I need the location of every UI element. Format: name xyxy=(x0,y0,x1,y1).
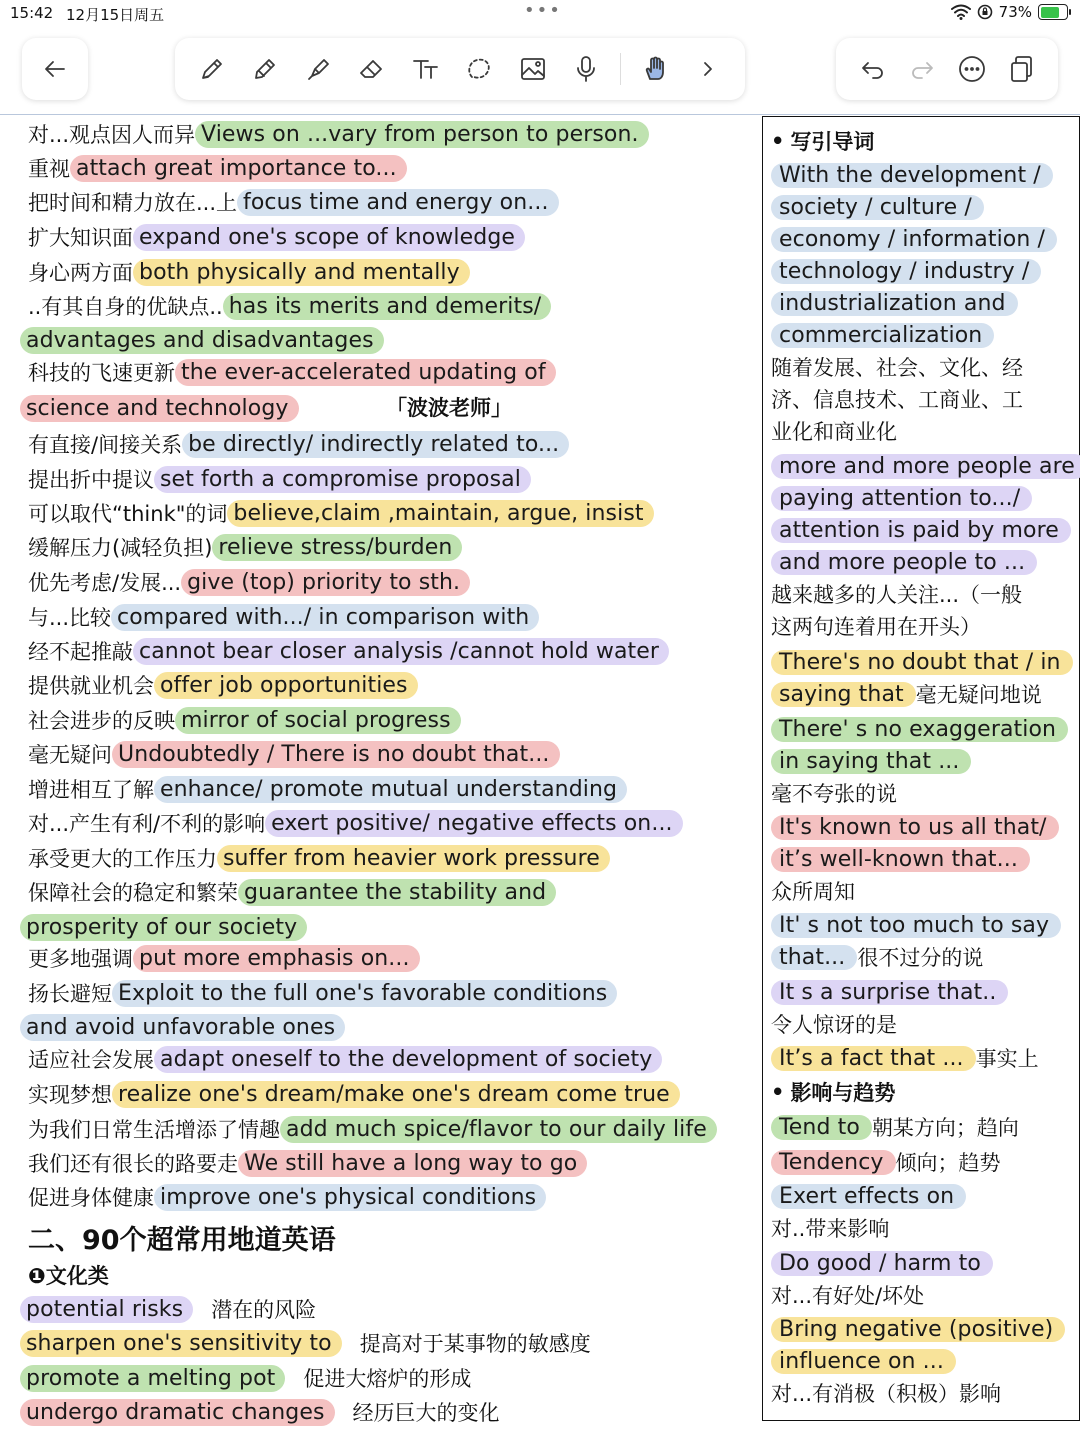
highlighted-phrase: put more emphasis on... xyxy=(133,945,420,972)
right-note-line xyxy=(771,383,1023,415)
right-note-line xyxy=(771,1076,895,1108)
highlighted-phrase: improve one's physical conditions xyxy=(154,1184,546,1211)
bullet-heading: 影响与趋势 xyxy=(790,1081,896,1105)
undo-icon[interactable] xyxy=(853,49,893,89)
note-line xyxy=(28,1112,717,1146)
battery-icon xyxy=(1038,4,1068,20)
right-note-line xyxy=(771,713,1068,745)
chinese-text: ..有其自身的优缺点.. xyxy=(28,295,223,319)
culture-phrase-line xyxy=(20,1361,471,1395)
right-note-line xyxy=(771,578,1022,610)
note-line xyxy=(20,391,299,425)
highlighted-phrase: prosperity of our society xyxy=(20,914,307,941)
highlighted-phrase: add much spice/flavor to our daily life xyxy=(280,1116,717,1143)
chinese-text: 缓解压力(减轻负担) xyxy=(28,536,213,560)
right-note-line xyxy=(771,610,981,642)
wifi-icon xyxy=(951,4,971,20)
highlighter-icon[interactable] xyxy=(299,49,339,89)
bullet-icon: • xyxy=(771,1080,785,1104)
note-line xyxy=(28,1042,662,1076)
highlighted-phrase: Tendency xyxy=(771,1150,896,1175)
section-title: 二、90个超常用地道英语 xyxy=(28,1224,336,1256)
chinese-text: 扬长避短 xyxy=(28,982,112,1006)
right-note-line xyxy=(771,159,1053,191)
note-line xyxy=(20,1010,345,1044)
right-note-line xyxy=(771,223,1057,255)
highlighted-phrase: paying attention to.../ xyxy=(771,486,1032,511)
highlighted-phrase: technology / industry / xyxy=(771,259,1041,284)
orientation-lock-icon xyxy=(977,4,993,20)
note-line xyxy=(28,462,531,496)
highlighted-phrase: It's known to us all that/ xyxy=(771,815,1059,840)
right-note-line xyxy=(771,1111,1019,1143)
highlighted-phrase: It’s a fact that ... xyxy=(771,1046,976,1071)
note-line xyxy=(28,496,654,530)
highlighted-phrase: enhance/ promote mutual understanding xyxy=(154,776,627,803)
note-line xyxy=(28,875,556,909)
highlighted-phrase: attention is paid by more xyxy=(771,518,1071,543)
note-line xyxy=(28,565,470,599)
highlighted-phrase: cannot bear closer analysis /cannot hold water xyxy=(133,638,669,665)
culture-phrase-line xyxy=(20,1395,500,1429)
right-note-line xyxy=(771,678,1042,710)
right-note-line xyxy=(771,941,983,973)
chinese-text: 有直接/间接关系 xyxy=(28,433,183,457)
chinese-text: 与...比较 xyxy=(28,606,112,630)
note-line xyxy=(28,530,462,564)
highlighted-phrase: mirror of social progress xyxy=(175,707,461,734)
highlighted-phrase: be directly/ indirectly related to... xyxy=(182,431,569,458)
right-note-line xyxy=(771,450,1080,482)
chinese-text: 令人惊讶的是 xyxy=(771,1013,897,1037)
chinese-text: 可以取代“think"的词 xyxy=(28,502,228,526)
note-line xyxy=(20,910,307,944)
highlighted-phrase: Tend to xyxy=(771,1115,872,1140)
chinese-text: 把时间和精力放在...上 xyxy=(28,191,238,215)
right-note-line xyxy=(771,1279,924,1311)
drawing-toolbar xyxy=(175,38,745,100)
highlighted-phrase: science and technology xyxy=(20,395,299,422)
note-line xyxy=(28,1077,680,1111)
highlighted-phrase: and more people to ... xyxy=(771,550,1037,575)
right-note-line xyxy=(771,745,971,777)
status-date: 12月15日周五 xyxy=(66,6,165,24)
touch-hand-icon[interactable] xyxy=(635,49,675,89)
right-note-line xyxy=(771,1212,889,1244)
right-note-line xyxy=(771,1247,993,1279)
note-line xyxy=(28,427,569,461)
chinese-text: 毫无疑问地说 xyxy=(915,683,1042,707)
chinese-text: 增进相互了解 xyxy=(28,778,154,802)
toolbar-divider xyxy=(0,114,1080,115)
chinese-text: 经历巨大的变化 xyxy=(352,1401,500,1425)
chinese-text: 承受更大的工作压力 xyxy=(28,847,217,871)
chinese-text: 业化和商业化 xyxy=(771,420,897,444)
highlighted-phrase: suffer from heavier work pressure xyxy=(217,845,610,872)
highlighted-phrase: It' s not too much to say xyxy=(771,913,1061,938)
chevron-right-icon[interactable] xyxy=(688,49,728,89)
note-line xyxy=(28,941,420,975)
highlighted-phrase: promote a melting pot xyxy=(20,1365,285,1392)
note-line xyxy=(28,151,407,185)
bullet-heading: 写引导词 xyxy=(790,130,875,154)
bullet-icon: • xyxy=(771,129,785,153)
culture-phrase-line xyxy=(20,1292,316,1326)
note-line xyxy=(28,668,418,702)
chinese-text: 对..带来影响 xyxy=(771,1217,890,1241)
right-note-line xyxy=(771,514,1071,546)
highlighted-phrase: give (top) priority to sth. xyxy=(181,569,470,596)
note-line xyxy=(28,1180,546,1214)
right-note-line xyxy=(771,287,1018,319)
note-line xyxy=(28,806,683,840)
highlighted-phrase: and avoid unfavorable ones xyxy=(20,1014,345,1041)
back-arrow-icon[interactable] xyxy=(35,49,75,89)
right-note-line xyxy=(771,1042,1039,1074)
highlighted-phrase: focus time and energy on... xyxy=(237,189,559,216)
right-note-line xyxy=(771,482,1032,514)
chinese-text: 为我们日常生活增添了情趣 xyxy=(28,1118,280,1142)
chinese-text: 这两句连着用在开头） xyxy=(771,615,981,639)
culture-phrase-line xyxy=(20,1326,591,1360)
highlighted-phrase: that... xyxy=(771,945,857,970)
right-note-line xyxy=(771,875,855,907)
right-note-line xyxy=(771,351,1023,383)
chinese-text: 保障社会的稳定和繁荣 xyxy=(28,881,238,905)
note-line xyxy=(28,185,559,219)
document-actions xyxy=(836,38,1058,100)
battery-percent: 73% xyxy=(998,3,1032,21)
highlighted-phrase: undergo dramatic changes xyxy=(20,1399,335,1426)
chinese-text: 经不起推敲 xyxy=(28,640,133,664)
right-note-line xyxy=(771,1345,956,1377)
chinese-text: 毫无疑问 xyxy=(28,743,112,767)
note-line xyxy=(28,355,556,389)
right-note-line xyxy=(771,415,897,447)
chinese-text: 众所周知 xyxy=(771,880,855,904)
highlighted-phrase: the ever-accelerated updating of xyxy=(175,359,556,386)
note-line xyxy=(28,841,610,875)
note-line xyxy=(28,117,649,151)
chinese-text: 适应社会发展 xyxy=(28,1048,154,1072)
highlighted-phrase: influence on ... xyxy=(771,1349,956,1374)
highlighted-phrase: it’s well-known that... xyxy=(771,847,1030,872)
highlighted-phrase: We still have a long way to go xyxy=(238,1150,587,1177)
right-note-line xyxy=(771,1146,1001,1178)
highlighted-phrase: Views on ...vary from person to person. xyxy=(195,121,649,148)
right-note-line xyxy=(771,976,1008,1008)
note-line xyxy=(28,255,470,289)
note-line xyxy=(28,1146,587,1180)
right-note-line xyxy=(771,255,1041,287)
chinese-text: 提高对于某事物的敏感度 xyxy=(359,1332,591,1356)
highlighted-phrase: expand one's scope of knowledge xyxy=(133,224,525,251)
right-note-line xyxy=(771,1313,1065,1345)
highlighted-phrase: in saying that ... xyxy=(771,749,971,774)
note-line xyxy=(28,976,617,1010)
redo-icon[interactable] xyxy=(902,49,942,89)
teacher-signature: 「波波老师」 xyxy=(386,396,512,420)
chinese-text: 随着发展、社会、文化、经 xyxy=(771,356,1023,380)
chinese-text: 扩大知识面 xyxy=(28,226,133,250)
chinese-text: 对...产生有利/不利的影响 xyxy=(28,812,266,836)
right-note-line xyxy=(771,191,984,223)
chinese-text: 事实上 xyxy=(975,1047,1039,1071)
status-time: 15:42 xyxy=(10,4,54,22)
highlighted-phrase: set forth a compromise proposal xyxy=(154,466,531,493)
subsection-title: ❶文化类 xyxy=(28,1264,109,1288)
highlighted-phrase: both physically and mentally xyxy=(133,259,470,286)
text-icon[interactable] xyxy=(406,49,446,89)
highlighted-phrase: Exert effects on xyxy=(771,1184,966,1209)
highlighted-phrase: It s a surprise that.. xyxy=(771,980,1008,1005)
note-line xyxy=(28,703,461,737)
right-note-line xyxy=(771,1008,897,1040)
chinese-text: 对...有消极（积极）影响 xyxy=(771,1382,1002,1406)
highlighted-phrase: Bring negative (positive) xyxy=(771,1317,1065,1342)
chinese-text: 济、信息技术、工商业、工 xyxy=(771,388,1023,412)
chinese-text: 对...观点因人而异 xyxy=(28,123,196,147)
chinese-text: 优先考虑/发展... xyxy=(28,571,182,595)
right-note-line xyxy=(771,646,1073,678)
right-note-line xyxy=(771,546,1037,578)
highlighted-phrase: more and more people are xyxy=(771,454,1080,479)
highlighted-phrase: Exploit to the full one's favorable conditions xyxy=(112,980,617,1007)
highlighted-phrase: There' s no exaggeration xyxy=(771,717,1068,742)
image-icon[interactable] xyxy=(513,49,553,89)
back-button-container xyxy=(22,38,88,100)
chinese-text: 促进身体健康 xyxy=(28,1186,154,1210)
right-note-line xyxy=(771,1180,966,1212)
highlighted-phrase: sharpen one's sensitivity to xyxy=(20,1330,342,1357)
multitask-dots-icon[interactable]: ••• xyxy=(524,0,562,21)
highlighted-phrase: exert positive/ negative effects on... xyxy=(265,810,683,837)
lasso-icon[interactable] xyxy=(459,49,499,89)
note-line xyxy=(28,634,669,668)
status-right xyxy=(951,3,1068,21)
chinese-text: 促进大熔炉的形成 xyxy=(303,1367,472,1391)
highlighted-phrase: believe,claim ,maintain, argue, insist xyxy=(227,500,653,527)
chinese-text: 潜在的风险 xyxy=(211,1298,317,1322)
highlighted-phrase: economy / information / xyxy=(771,227,1057,252)
chinese-text: 很不过分的说 xyxy=(857,946,984,970)
highlighted-phrase: has its merits and demerits/ xyxy=(223,293,552,320)
note-line xyxy=(28,289,551,323)
chinese-text: 社会进步的反映 xyxy=(28,709,175,733)
highlighted-phrase: Do good / harm to xyxy=(771,1251,993,1276)
highlighted-phrase: offer job opportunities xyxy=(154,672,418,699)
highlighted-phrase: advantages and disadvantages xyxy=(20,327,384,354)
right-note-line xyxy=(771,125,874,157)
highlighted-phrase: potential risks xyxy=(20,1296,193,1323)
chinese-text: 更多地强调 xyxy=(28,947,133,971)
chinese-text: 实现梦想 xyxy=(28,1083,112,1107)
eraser-icon[interactable] xyxy=(352,49,392,89)
right-note-line xyxy=(771,811,1059,843)
chinese-text: 提供就业机会 xyxy=(28,674,154,698)
chinese-text: 科技的飞速更新 xyxy=(28,361,175,385)
highlighted-phrase: With the development / xyxy=(771,163,1053,188)
pages-icon[interactable] xyxy=(1001,49,1041,89)
toolbar-separator xyxy=(620,53,621,85)
chinese-text: 我们还有很长的路要走 xyxy=(28,1152,238,1176)
chinese-text: 毫不夸张的说 xyxy=(771,782,897,806)
chinese-text: 重视 xyxy=(28,157,70,181)
right-note-line xyxy=(771,777,897,809)
highlighted-phrase: Undoubtedly / There is no doubt that... xyxy=(112,741,560,768)
right-note-line xyxy=(771,319,994,351)
highlighted-phrase: saying that xyxy=(771,682,916,707)
highlighted-phrase: attach great importance to... xyxy=(70,155,407,182)
note-line xyxy=(20,323,384,357)
highlighted-phrase: industrialization and xyxy=(771,291,1018,316)
chinese-text: 越来越多的人关注...（一般 xyxy=(771,583,1023,607)
note-line xyxy=(28,772,627,806)
notes-right-column xyxy=(762,116,1080,1421)
chinese-text: 对...有好处/坏处 xyxy=(771,1284,925,1308)
right-note-line xyxy=(771,909,1061,941)
pencil-icon[interactable] xyxy=(245,49,285,89)
more-icon[interactable] xyxy=(952,49,992,89)
note-line xyxy=(28,220,525,254)
highlighted-phrase: There's no doubt that / in xyxy=(771,650,1073,675)
highlighted-phrase: commercialization xyxy=(771,323,994,348)
highlighted-phrase: compared with.../ in comparison with xyxy=(111,604,539,631)
status-bar xyxy=(0,0,1080,28)
chinese-text: 提出折中提议 xyxy=(28,468,154,492)
highlighted-phrase: adapt oneself to the development of society xyxy=(154,1046,662,1073)
highlighted-phrase: guarantee the stability and xyxy=(238,879,556,906)
note-line xyxy=(28,737,560,771)
highlighted-phrase: relieve stress/burden xyxy=(212,534,462,561)
highlighted-phrase: society / culture / xyxy=(771,195,984,220)
right-note-line xyxy=(771,1377,1001,1409)
chinese-text: 朝某方向；趋向 xyxy=(871,1116,1019,1140)
highlighted-phrase: realize one's dream/make one's dream come true xyxy=(112,1081,680,1108)
chinese-text: 身心两方面 xyxy=(28,261,133,285)
pen-icon[interactable] xyxy=(192,49,232,89)
chinese-text: 倾向；趋势 xyxy=(895,1151,1001,1175)
microphone-icon[interactable] xyxy=(566,49,606,89)
note-line xyxy=(28,600,539,634)
right-note-line xyxy=(771,843,1030,875)
